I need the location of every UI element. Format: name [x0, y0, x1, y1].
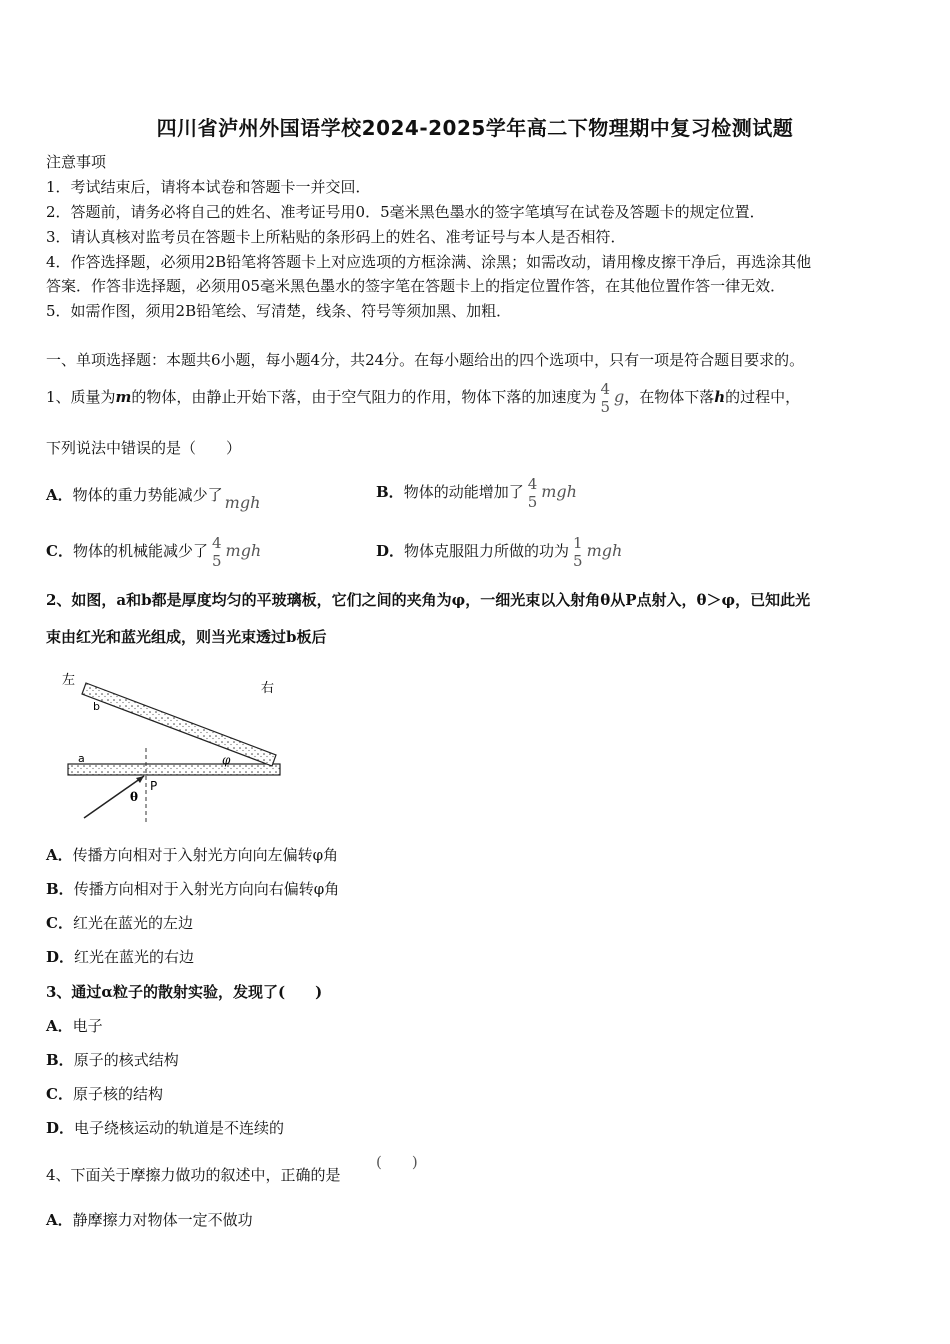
question-2-stem-2: 束由红光和蓝光组成，则当光束透过b板后	[46, 628, 327, 646]
label-phi: φ	[222, 753, 231, 767]
q1-option-a: A．物体的重力势能减少了 mgh	[46, 486, 261, 512]
question-1-stem-2: 下列说法中错误的是（ ）	[46, 439, 242, 457]
label-b: b	[93, 700, 100, 713]
label-left: 左	[62, 673, 76, 688]
section-heading: 一、单项选择题：本题共6小题，每小题4分，共24分。在每小题给出的四个选项中，只有一项是符合题目要求的。	[46, 351, 805, 369]
question-4-stem: 4、下面关于摩擦力做功的叙述中，正确的是	[46, 1166, 341, 1184]
glass-plates-diagram	[58, 668, 288, 828]
label-theta: θ	[130, 790, 139, 804]
q1-option-d: D．物体克服阻力所做的功为 1 5 mgh	[376, 534, 623, 570]
fraction: 4 5	[527, 475, 538, 511]
q1-text: 的物体，由静止开始下落，由于空气阻力的作用，物体下落的加速度为	[131, 388, 597, 406]
question-1-stem	[46, 378, 800, 416]
q3-option-d: D．电子绕核运动的轨道是不连续的	[46, 1119, 285, 1137]
label-p: P	[150, 779, 158, 793]
q2-option-b: B．传播方向相对于入射光方向向右偏转φ角	[46, 880, 340, 898]
q3-option-a: A．电子	[46, 1017, 103, 1035]
label-right: 右	[261, 681, 275, 696]
q1-var-h: h	[714, 388, 726, 406]
notice-item: 4．作答选择题，必须用2B铅笔将答题卡上对应选项的方框涂满、涂黑；如需改动，请用橡皮擦干净后，再选涂其他	[46, 253, 812, 271]
notice-heading: 注意事项	[46, 153, 107, 171]
q1-text: 的过程中，	[725, 388, 801, 406]
fraction: 4 5	[211, 534, 222, 570]
q3-option-c: C．原子核的结构	[46, 1085, 163, 1103]
q2-option-a: A．传播方向相对于入射光方向向左偏转φ角	[46, 846, 339, 864]
q1-option-b: B．物体的动能增加了 4 5 mgh	[376, 475, 577, 511]
q1-text: ，在物体下落	[624, 388, 715, 406]
q4-option-a: A．静摩擦力对物体一定不做功	[46, 1211, 253, 1229]
notice-item: 2．答题前，请务必将自己的姓名、准考证号用0．5毫米黑色墨水的签字笔填写在试卷及答题卡的规定位置．	[46, 203, 765, 221]
q2-option-c: C．红光在蓝光的左边	[46, 914, 193, 932]
notice-item: 1．考试结束后，请将本试卷和答题卡一并交回．	[46, 178, 371, 196]
notice-item: 5．如需作图，须用2B铅笔绘、写清楚，线条、符号等须加黑、加粗．	[46, 302, 512, 320]
q1-var-m: m	[115, 388, 132, 406]
fraction: 4 5	[600, 380, 610, 416]
answer-parens: ( )	[376, 1153, 418, 1171]
ray-arrow-icon	[136, 776, 144, 783]
q1-text: 1、质量为	[46, 388, 116, 406]
fraction: 1 5	[573, 534, 583, 570]
question-2-stem: 2、如图，a和b都是厚度均匀的平玻璃板，它们之间的夹角为φ，一细光束以入射角θ从P点射入，θ＞φ，已知此光	[46, 591, 811, 609]
q3-option-b: B．原子的核式结构	[46, 1051, 179, 1069]
question-3-stem: 3、通过α粒子的散射实验，发现了( )	[46, 983, 323, 1001]
q2-option-d: D．红光在蓝光的右边	[46, 948, 195, 966]
q1-var-g: g	[613, 387, 625, 406]
q1-option-c: C．物体的机械能减少了 4 5 mgh	[46, 534, 262, 570]
page-title: 四川省泸州外国语学校2024-2025学年高二下物理期中复习检测试题	[156, 116, 794, 140]
notice-item: 3．请认真核对监考员在答题卡上所粘贴的条形码上的姓名、准考证号与本人是否相符．	[46, 228, 626, 246]
plate-a	[68, 764, 280, 775]
label-a: a	[78, 752, 85, 765]
notice-item: 答案．作答非选择题，必须用05毫米黑色墨水的签字笔在答题卡上的指定位置作答，在其他位置作答一律无效．	[46, 277, 786, 295]
plate-b	[82, 683, 276, 766]
